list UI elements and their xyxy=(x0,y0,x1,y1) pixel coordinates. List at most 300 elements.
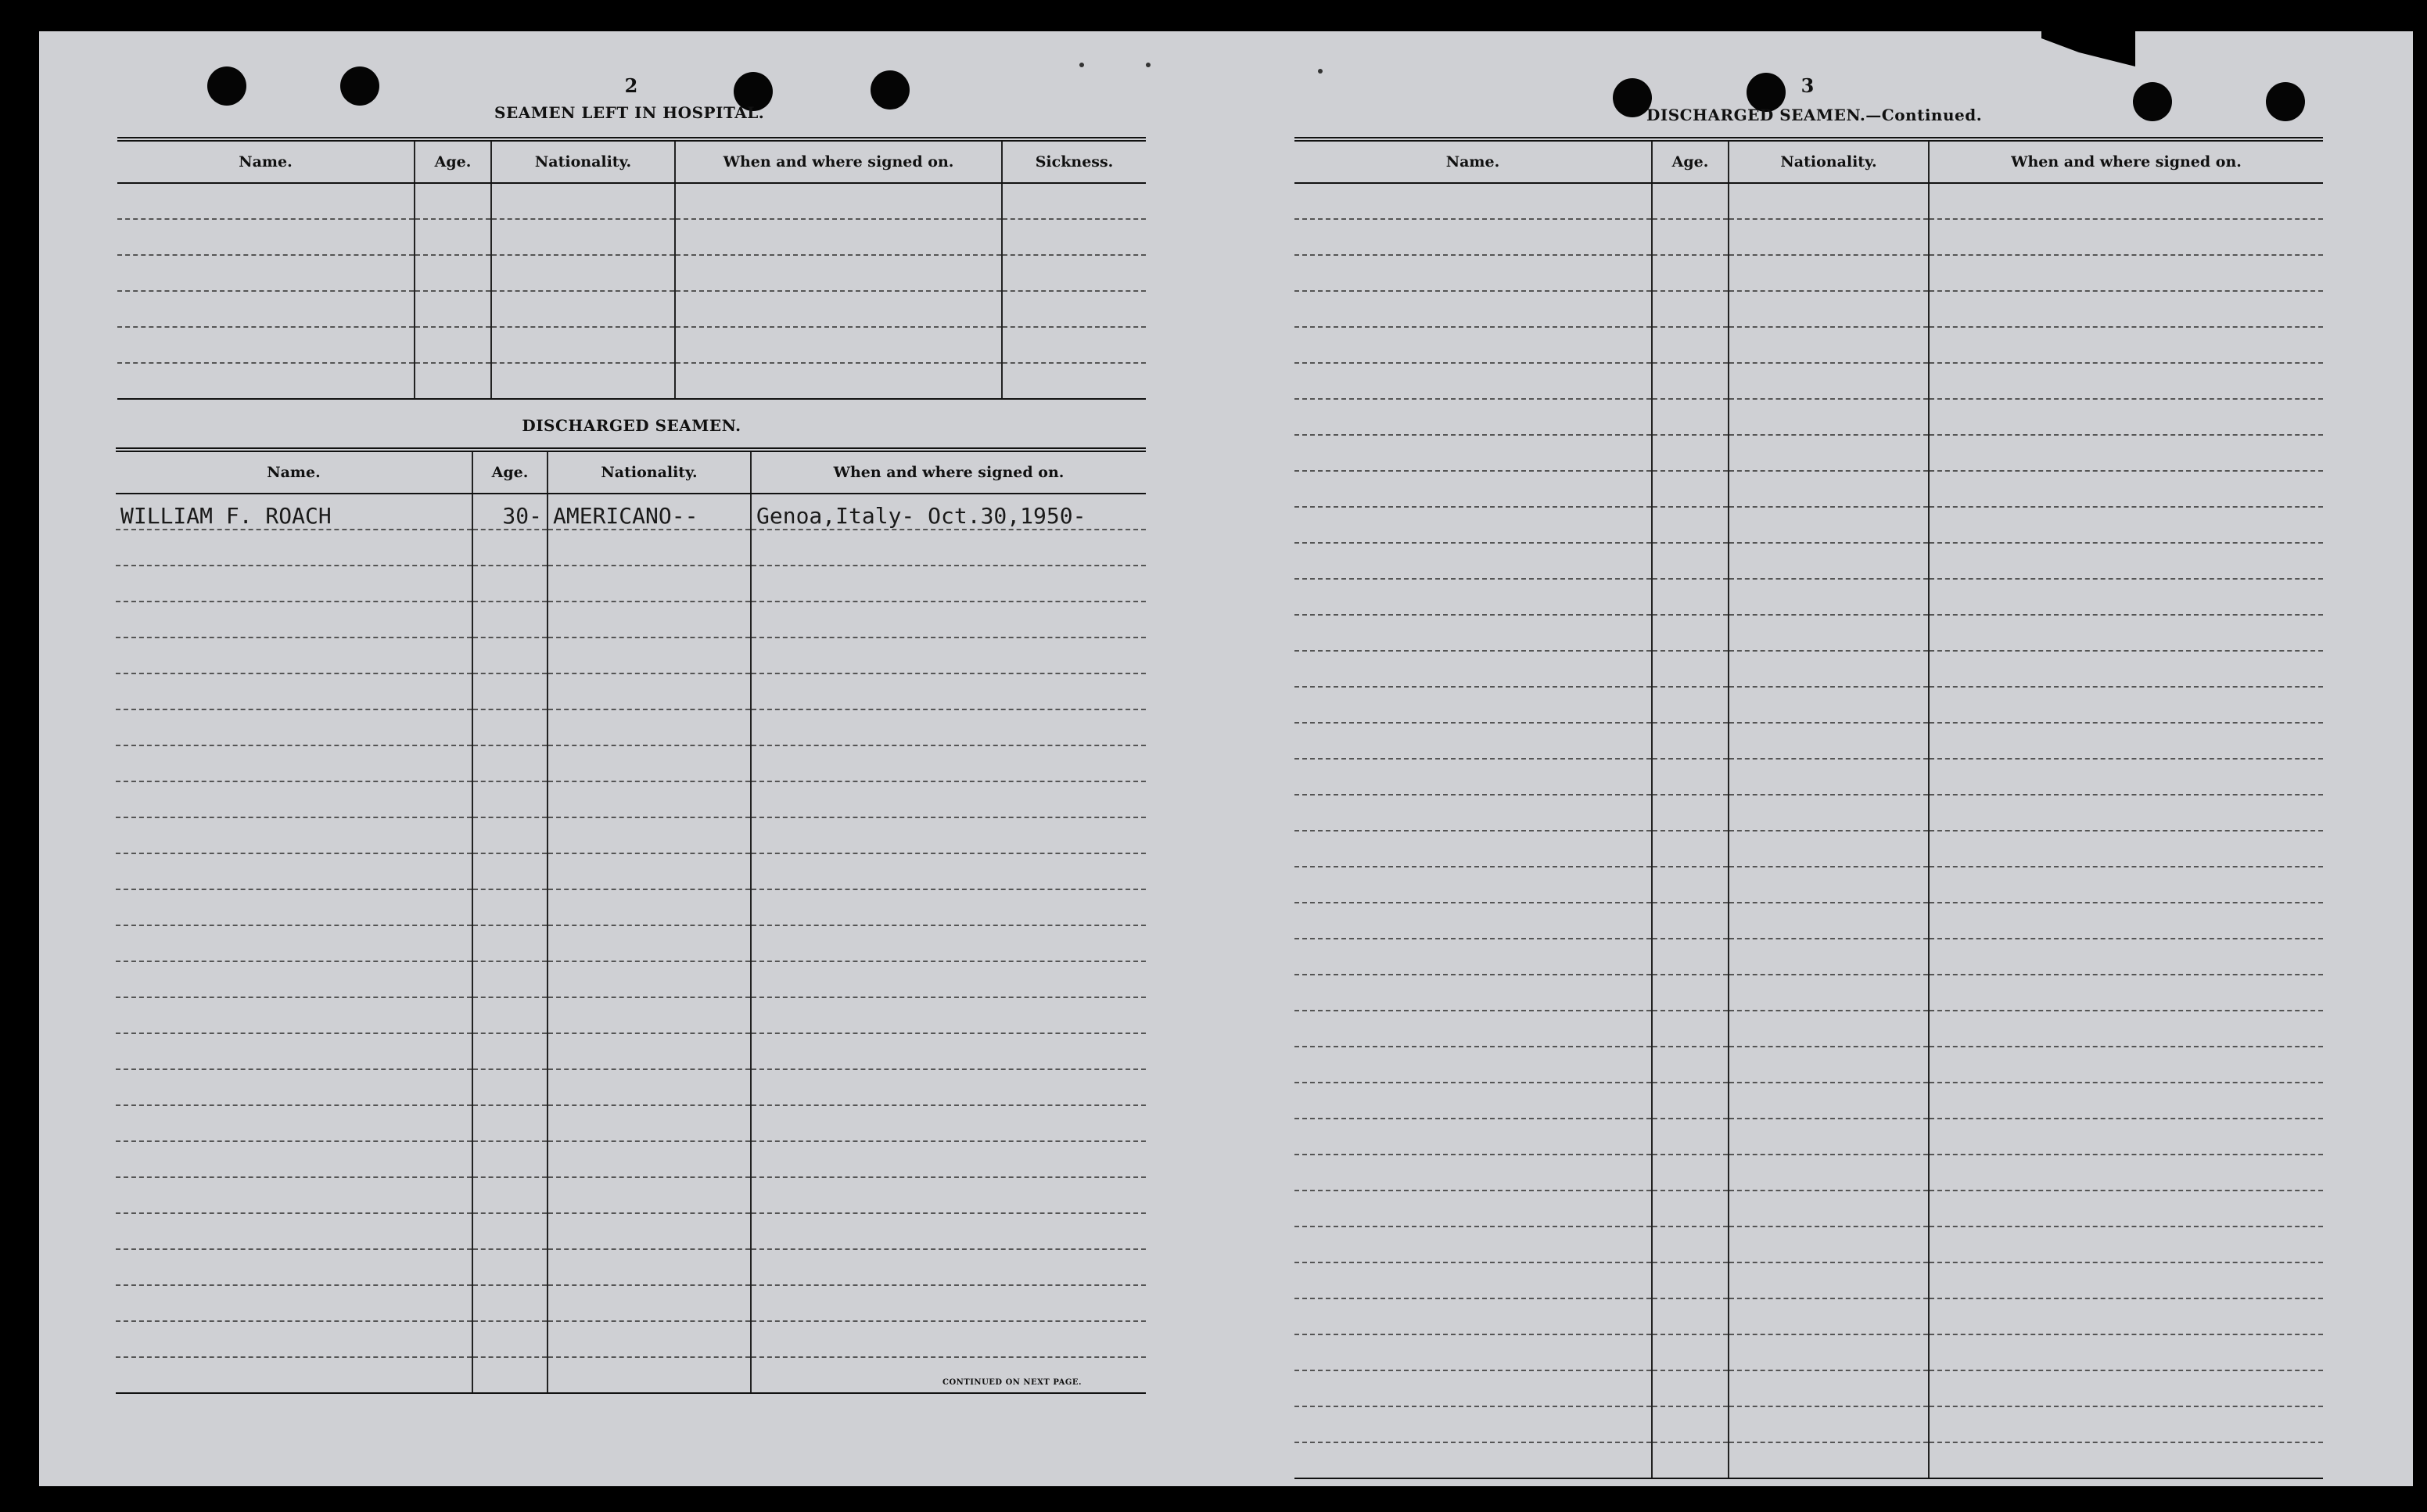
table-cell xyxy=(472,1033,548,1069)
table-cell xyxy=(751,1069,1146,1105)
table-cell xyxy=(116,1285,472,1321)
table-cell xyxy=(675,219,1002,255)
table-cell xyxy=(1002,291,1146,327)
table-cell xyxy=(1652,1406,1729,1442)
table-cell xyxy=(116,1213,472,1249)
table-cell xyxy=(1294,1011,1652,1047)
table-cell xyxy=(1294,327,1652,363)
table-cell xyxy=(1294,1226,1652,1262)
table-cell xyxy=(117,183,415,219)
table-cell xyxy=(116,997,472,1033)
punch-hole xyxy=(340,66,379,106)
table-row xyxy=(1294,975,2323,1011)
table-row xyxy=(116,1285,1146,1321)
table-cell xyxy=(1929,219,2323,255)
table-cell xyxy=(1652,471,1729,507)
table-row xyxy=(1294,1298,2323,1334)
table-cell xyxy=(1652,579,1729,615)
column-header: Age. xyxy=(472,450,548,494)
punch-hole xyxy=(871,70,910,110)
table-cell xyxy=(751,637,1146,673)
table-cell xyxy=(1729,1406,1929,1442)
table-cell xyxy=(1652,543,1729,579)
table-row xyxy=(1294,939,2323,975)
table-cell xyxy=(1294,399,1652,435)
table-row xyxy=(1294,903,2323,939)
table-cell xyxy=(548,530,751,566)
table-cell xyxy=(491,183,675,219)
table-row xyxy=(1294,183,2323,219)
table-cell xyxy=(751,1357,1146,1393)
table-cell xyxy=(1652,651,1729,687)
table-cell xyxy=(1294,219,1652,255)
table-row xyxy=(1294,867,2323,903)
column-header: Name. xyxy=(116,450,472,494)
table-cell xyxy=(116,853,472,889)
table-cell xyxy=(472,853,548,889)
table-cell: WILLIAM F. ROACH xyxy=(116,494,472,530)
table-row xyxy=(116,889,1146,925)
table-cell xyxy=(1729,1226,1929,1262)
table-cell xyxy=(1929,939,2323,975)
table-cell xyxy=(117,255,415,291)
column-header: Nationality. xyxy=(1729,139,1929,183)
table-cell xyxy=(1002,327,1146,363)
hospital-heading: SEAMEN LEFT IN HOSPITAL. xyxy=(494,103,765,122)
ink-smudge xyxy=(1079,63,1084,67)
table-row xyxy=(1294,1119,2323,1155)
table-cell xyxy=(548,1105,751,1141)
table-cell xyxy=(415,183,491,219)
table-cell xyxy=(1002,219,1146,255)
table-cell xyxy=(1729,867,1929,903)
table-row xyxy=(117,255,1146,291)
table-cell xyxy=(675,255,1002,291)
table-cell xyxy=(491,219,675,255)
table-cell: Genoa,Italy- Oct.30,1950- xyxy=(751,494,1146,530)
table-cell xyxy=(1294,1406,1652,1442)
table-cell xyxy=(116,781,472,817)
table-cell xyxy=(116,1069,472,1105)
table-cell xyxy=(1929,615,2323,651)
table-cell xyxy=(1652,183,1729,219)
table-row xyxy=(1294,363,2323,399)
table-cell xyxy=(1929,903,2323,939)
table-row xyxy=(1294,1442,2323,1478)
table-cell xyxy=(1294,183,1652,219)
table-cell xyxy=(548,709,751,745)
table-cell xyxy=(415,327,491,363)
table-row xyxy=(117,363,1146,399)
table-cell xyxy=(116,889,472,925)
table-cell xyxy=(1729,1047,1929,1083)
table-cell xyxy=(116,1033,472,1069)
table-cell xyxy=(1652,1155,1729,1191)
table-cell xyxy=(1929,183,2323,219)
table-cell xyxy=(751,1177,1146,1213)
table-cell xyxy=(1729,1191,1929,1226)
table-cell xyxy=(751,889,1146,925)
table-cell xyxy=(1729,759,1929,795)
table-cell xyxy=(1652,507,1729,543)
column-header: Sickness. xyxy=(1002,139,1146,183)
table-row xyxy=(116,1033,1146,1069)
table-cell xyxy=(1294,831,1652,867)
table-cell xyxy=(472,1213,548,1249)
table-cell xyxy=(116,817,472,853)
table-row xyxy=(116,1069,1146,1105)
table-cell xyxy=(1652,687,1729,723)
table-cell xyxy=(548,1141,751,1177)
table-row xyxy=(1294,255,2323,291)
table-cell xyxy=(116,1357,472,1393)
table-cell xyxy=(1294,903,1652,939)
table-cell xyxy=(472,961,548,997)
table-cell xyxy=(1294,543,1652,579)
table-cell xyxy=(116,1321,472,1357)
table-cell: 30- xyxy=(472,494,548,530)
table-cell xyxy=(1652,1298,1729,1334)
table-cell xyxy=(1929,363,2323,399)
table-cell xyxy=(1729,1083,1929,1119)
table-cell xyxy=(548,1285,751,1321)
table-cell xyxy=(1929,1155,2323,1191)
table-cell xyxy=(117,291,415,327)
table-row xyxy=(1294,723,2323,759)
table-row xyxy=(116,745,1146,781)
table-row xyxy=(116,673,1146,709)
table-cell xyxy=(548,889,751,925)
table-cell xyxy=(751,1105,1146,1141)
table-cell xyxy=(1294,795,1652,831)
table-cell xyxy=(1294,1298,1652,1334)
table-cell xyxy=(116,745,472,781)
table-row xyxy=(117,183,1146,219)
table-cell xyxy=(1002,255,1146,291)
table-row xyxy=(116,1357,1146,1393)
discharged-table xyxy=(116,447,1146,1394)
table-cell xyxy=(751,1249,1146,1285)
table-cell xyxy=(751,745,1146,781)
table-cell xyxy=(751,961,1146,997)
table-cell xyxy=(116,1177,472,1213)
table-cell xyxy=(1929,327,2323,363)
table-row xyxy=(116,1177,1146,1213)
table-row xyxy=(1294,651,2323,687)
table-cell xyxy=(491,363,675,399)
table-cell xyxy=(116,566,472,602)
table-row xyxy=(1294,795,2323,831)
table-cell xyxy=(1652,723,1729,759)
table-row xyxy=(116,817,1146,853)
table-row xyxy=(116,1105,1146,1141)
table-cell xyxy=(116,637,472,673)
page-number-left: 2 xyxy=(624,74,638,97)
table-cell xyxy=(1652,1442,1729,1478)
table-cell xyxy=(1729,219,1929,255)
table-cell xyxy=(1652,327,1729,363)
page-number-right: 3 xyxy=(1801,74,1815,97)
table-cell xyxy=(1652,435,1729,471)
table-cell xyxy=(1652,363,1729,399)
table-cell xyxy=(116,530,472,566)
table-cell xyxy=(548,925,751,961)
table-row xyxy=(117,327,1146,363)
table-cell xyxy=(415,291,491,327)
table-cell xyxy=(472,1285,548,1321)
table-cell xyxy=(548,961,751,997)
table-cell xyxy=(472,1321,548,1357)
table-cell xyxy=(548,1321,751,1357)
table-cell xyxy=(1729,903,1929,939)
ink-smudge xyxy=(1146,63,1151,67)
table-cell xyxy=(1652,1011,1729,1047)
table-cell xyxy=(1729,723,1929,759)
table-cell xyxy=(1729,975,1929,1011)
table-cell xyxy=(1929,723,2323,759)
table-cell xyxy=(1729,831,1929,867)
table-cell xyxy=(1929,795,2323,831)
table-cell xyxy=(548,1177,751,1213)
table-cell xyxy=(1729,399,1929,435)
table-cell xyxy=(1729,327,1929,363)
punch-hole xyxy=(207,66,246,106)
table-row xyxy=(1294,615,2323,651)
table-cell xyxy=(1929,255,2323,291)
table-cell xyxy=(1729,615,1929,651)
table-cell xyxy=(1929,1047,2323,1083)
table-row xyxy=(1294,399,2323,435)
table-cell xyxy=(1729,1298,1929,1334)
table-cell xyxy=(751,1141,1146,1177)
table-cell xyxy=(1929,1442,2323,1478)
table-cell xyxy=(548,745,751,781)
table-cell xyxy=(117,327,415,363)
table-cell xyxy=(472,817,548,853)
table-cell xyxy=(751,925,1146,961)
table-row xyxy=(1294,687,2323,723)
table-cell xyxy=(1294,1119,1652,1155)
table-row xyxy=(116,1321,1146,1357)
table-cell xyxy=(472,709,548,745)
table-row xyxy=(1294,507,2323,543)
table-cell xyxy=(1729,1334,1929,1370)
table-cell xyxy=(1729,255,1929,291)
table-cell xyxy=(548,817,751,853)
table-cell xyxy=(1729,939,1929,975)
table-row xyxy=(117,291,1146,327)
table-row xyxy=(116,566,1146,602)
table-cell xyxy=(1294,687,1652,723)
table-cell xyxy=(472,1141,548,1177)
column-header: When and where signed on. xyxy=(1929,139,2323,183)
ink-smudge xyxy=(1318,69,1323,74)
column-header: Nationality. xyxy=(491,139,675,183)
table-cell xyxy=(1294,759,1652,795)
table-cell xyxy=(1729,1119,1929,1155)
table-cell xyxy=(675,183,1002,219)
table-cell xyxy=(751,997,1146,1033)
table-cell xyxy=(1929,1334,2323,1370)
table-cell xyxy=(1729,507,1929,543)
table-cell xyxy=(472,673,548,709)
table-cell xyxy=(1652,1119,1729,1155)
table-cell xyxy=(117,219,415,255)
table-cell xyxy=(1729,291,1929,327)
table-cell xyxy=(1929,543,2323,579)
table-cell xyxy=(548,566,751,602)
table-cell xyxy=(1929,759,2323,795)
table-cell xyxy=(415,255,491,291)
table-cell xyxy=(751,817,1146,853)
table-cell xyxy=(1729,471,1929,507)
table-cell xyxy=(548,602,751,637)
table-row xyxy=(1294,1155,2323,1191)
table-cell xyxy=(1652,867,1729,903)
table-cell xyxy=(116,925,472,961)
table-cell xyxy=(1652,291,1729,327)
table-cell xyxy=(1294,291,1652,327)
table-cell xyxy=(751,602,1146,637)
table-cell xyxy=(1294,1083,1652,1119)
table-row xyxy=(1294,579,2323,615)
table-cell xyxy=(472,602,548,637)
column-header: Name. xyxy=(117,139,415,183)
column-header: When and where signed on. xyxy=(675,139,1002,183)
table-cell xyxy=(675,363,1002,399)
table-cell xyxy=(1929,1406,2323,1442)
table-cell xyxy=(472,889,548,925)
table-row xyxy=(1294,1083,2323,1119)
continued-note: CONTINUED ON NEXT PAGE. xyxy=(942,1378,1082,1387)
table-row xyxy=(116,925,1146,961)
table-cell xyxy=(1294,363,1652,399)
table-row xyxy=(116,853,1146,889)
table-row xyxy=(116,530,1146,566)
table-cell xyxy=(751,566,1146,602)
table-cell xyxy=(1002,183,1146,219)
table-cell xyxy=(1729,687,1929,723)
table-cell xyxy=(1652,795,1729,831)
table-cell xyxy=(1729,1370,1929,1406)
table-cell xyxy=(1652,219,1729,255)
table-row xyxy=(116,494,1146,530)
table-cell xyxy=(751,1285,1146,1321)
table-cell xyxy=(1929,831,2323,867)
continued-heading: DISCHARGED SEAMEN.—Continued. xyxy=(1646,106,1983,124)
table-cell xyxy=(751,1033,1146,1069)
punch-hole xyxy=(2133,82,2172,121)
table-cell xyxy=(1294,255,1652,291)
table-cell xyxy=(1929,399,2323,435)
table-cell xyxy=(491,327,675,363)
table-cell xyxy=(491,291,675,327)
table-cell xyxy=(1729,1262,1929,1298)
table-cell xyxy=(1294,1191,1652,1226)
table-cell xyxy=(1652,255,1729,291)
table-cell xyxy=(1294,867,1652,903)
table-cell xyxy=(1652,1226,1729,1262)
table-cell xyxy=(548,1357,751,1393)
column-header: Name. xyxy=(1294,139,1652,183)
table-cell xyxy=(1929,435,2323,471)
table-cell xyxy=(1294,1334,1652,1370)
table-row xyxy=(1294,1334,2323,1370)
column-header: Nationality. xyxy=(548,450,751,494)
table-row xyxy=(1294,1226,2323,1262)
table-cell xyxy=(548,1069,751,1105)
table-row xyxy=(1294,1370,2323,1406)
table-row xyxy=(116,602,1146,637)
table-cell xyxy=(751,530,1146,566)
table-cell xyxy=(1002,363,1146,399)
column-header: When and where signed on. xyxy=(751,450,1146,494)
table-cell xyxy=(472,1105,548,1141)
table-cell: AMERICANO-- xyxy=(548,494,751,530)
table-cell xyxy=(1652,831,1729,867)
table-cell xyxy=(116,602,472,637)
table-cell xyxy=(1929,975,2323,1011)
table-cell xyxy=(1729,363,1929,399)
table-cell xyxy=(1929,1226,2323,1262)
column-header: Age. xyxy=(415,139,491,183)
table-row xyxy=(1294,1191,2323,1226)
table-cell xyxy=(751,853,1146,889)
table-cell xyxy=(472,745,548,781)
table-cell xyxy=(548,673,751,709)
table-cell xyxy=(1729,183,1929,219)
table-cell xyxy=(472,925,548,961)
table-cell xyxy=(548,1033,751,1069)
table-cell xyxy=(116,673,472,709)
table-row xyxy=(116,1213,1146,1249)
table-cell xyxy=(1294,471,1652,507)
table-row xyxy=(1294,759,2323,795)
table-cell xyxy=(1652,1191,1729,1226)
table-row xyxy=(116,781,1146,817)
table-cell xyxy=(1652,759,1729,795)
table-cell xyxy=(548,1249,751,1285)
table-cell xyxy=(1294,579,1652,615)
table-cell xyxy=(472,637,548,673)
table-cell xyxy=(1729,651,1929,687)
table-cell xyxy=(751,673,1146,709)
table-cell xyxy=(1294,1155,1652,1191)
table-cell xyxy=(116,1249,472,1285)
table-cell xyxy=(472,1069,548,1105)
table-cell xyxy=(548,997,751,1033)
table-cell xyxy=(1729,1442,1929,1478)
punch-hole xyxy=(2266,82,2305,121)
table-row xyxy=(1294,831,2323,867)
table-row xyxy=(1294,1011,2323,1047)
table-cell xyxy=(548,781,751,817)
table-cell xyxy=(548,853,751,889)
table-cell xyxy=(1652,939,1729,975)
table-cell xyxy=(1929,1262,2323,1298)
table-cell xyxy=(1929,651,2323,687)
discharged-continued-table xyxy=(1294,137,2323,1479)
table-cell xyxy=(1929,1298,2323,1334)
hospital-table xyxy=(117,137,1146,400)
table-cell xyxy=(1294,1370,1652,1406)
table-cell xyxy=(1929,1191,2323,1226)
table-row xyxy=(116,1249,1146,1285)
table-cell xyxy=(1652,1083,1729,1119)
table-cell xyxy=(1929,471,2323,507)
table-cell xyxy=(472,997,548,1033)
table-cell xyxy=(548,1213,751,1249)
